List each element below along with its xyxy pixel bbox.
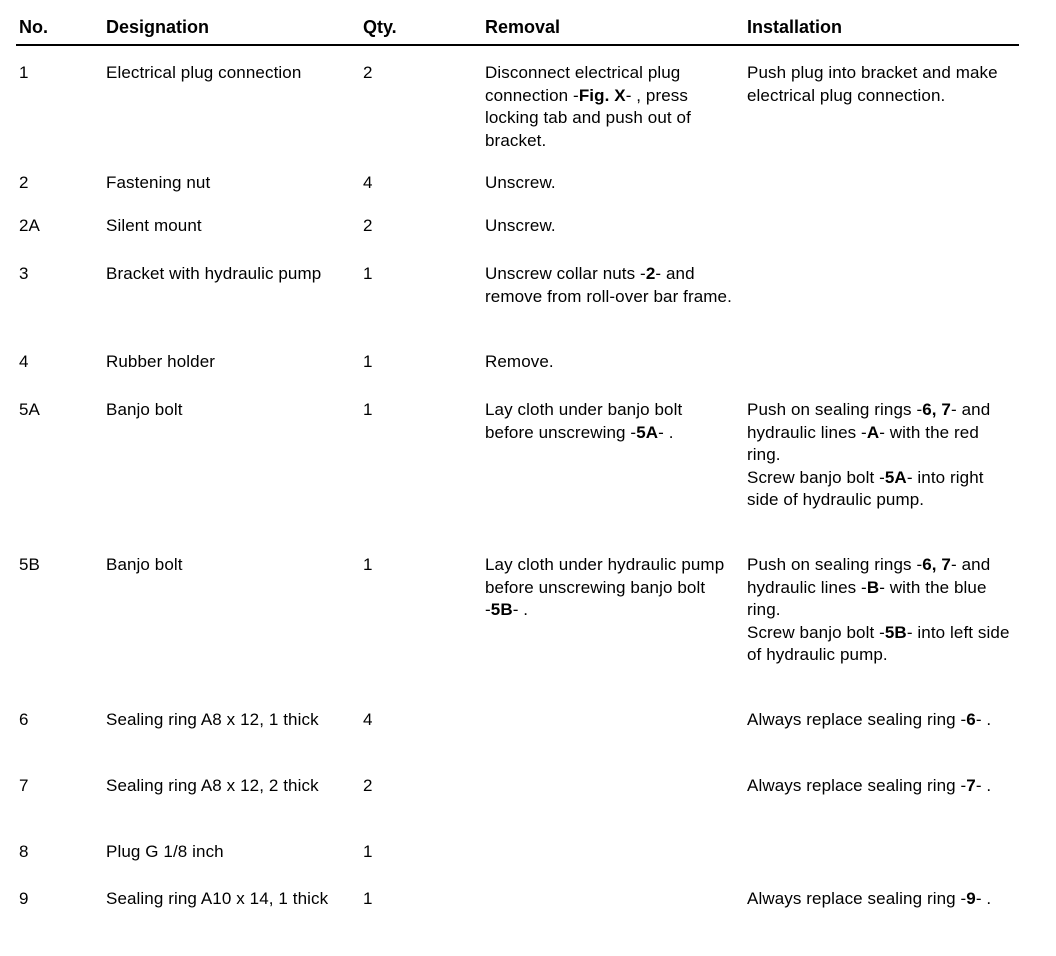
text-run: - .	[658, 422, 674, 442]
text-run: Always replace sealing ring -	[747, 776, 967, 795]
text-run: - .	[975, 776, 992, 795]
reference-callout: 5A	[884, 467, 907, 487]
row-designation: Silent mount	[106, 216, 202, 235]
text-run: - with the blue ring.	[747, 577, 987, 619]
row-designation: Fastening nut	[106, 173, 211, 192]
row-designation: Sealing ring A10 x 14, 1 thick	[106, 889, 329, 908]
row-quantity: 2	[363, 776, 373, 795]
row-designation: Rubber holder	[106, 352, 216, 371]
reference-callout: 5A	[636, 422, 659, 442]
row-number: 7	[19, 776, 29, 795]
text-run: Lay cloth under banjo bolt before unscrewing -	[485, 400, 683, 442]
reference-callout: 7	[966, 776, 976, 795]
text-run: Push on sealing rings -	[747, 400, 923, 419]
row-designation: Bracket with hydraulic pump	[106, 264, 322, 283]
row-installation	[747, 62, 1017, 107]
text-run: Always replace sealing ring -	[747, 889, 967, 908]
row-number: 2	[19, 173, 29, 192]
text-run: Screw banjo bolt -	[747, 467, 885, 487]
row-quantity: 1	[363, 400, 373, 419]
text-run: - into left side of hydraulic pump.	[747, 622, 1010, 664]
row-quantity: 4	[363, 173, 373, 192]
row-number: 5B	[19, 555, 40, 574]
row-quantity: 1	[363, 889, 373, 908]
text-run: - .	[512, 600, 529, 619]
text-run: - with the red ring.	[747, 422, 979, 464]
text-run: Screw banjo bolt -	[747, 622, 885, 642]
text-run: - , press locking tab and push out of bracket.	[485, 85, 691, 150]
text-run: Unscrew.	[485, 173, 556, 192]
text-run: Push on sealing rings -	[747, 555, 923, 574]
reference-callout: 5B	[884, 622, 907, 642]
text-run: Remove.	[485, 352, 554, 371]
row-designation: Banjo bolt	[106, 555, 183, 574]
row-number: 3	[19, 264, 29, 283]
header-designation: Designation	[106, 17, 210, 37]
header-no: No.	[19, 17, 48, 37]
row-number: 4	[19, 352, 29, 371]
row-quantity: 1	[363, 842, 373, 861]
row-number: 9	[19, 889, 29, 908]
text-run: - .	[975, 710, 992, 729]
row-number: 2A	[19, 216, 40, 235]
header-removal: Removal	[485, 17, 561, 37]
row-quantity: 4	[363, 710, 373, 729]
text-run: - .	[975, 889, 992, 908]
text-run: Unscrew.	[485, 216, 556, 235]
reference-callout: 5B	[490, 600, 513, 619]
row-removal	[485, 554, 733, 622]
row-quantity: 2	[363, 63, 373, 82]
text-run: Disconnect electrical plug connection -	[485, 63, 681, 105]
text-run: - and hydraulic lines -	[747, 555, 991, 597]
text-run: - into right side of hydraulic pump.	[747, 467, 984, 509]
row-designation: Electrical plug connection	[106, 63, 302, 82]
text-run: - and remove from roll-over bar frame.	[485, 264, 732, 306]
row-removal	[485, 351, 733, 374]
row-installation	[747, 775, 1017, 798]
text-run: Always replace sealing ring -	[747, 710, 967, 729]
row-number: 1	[19, 63, 29, 82]
row-removal	[485, 215, 733, 238]
row-installation	[747, 399, 1017, 512]
row-number: 6	[19, 710, 29, 729]
text-run: Lay cloth under hydraulic pump before unscrewing banjo bolt -	[485, 555, 725, 619]
reference-callout: 9	[966, 889, 976, 908]
row-designation: Plug G 1/8 inch	[106, 842, 224, 861]
row-installation	[747, 554, 1017, 667]
reference-callout: 6, 7	[922, 555, 951, 574]
row-quantity: 2	[363, 216, 373, 235]
row-number: 5A	[19, 400, 40, 419]
row-designation: Sealing ring A8 x 12, 2 thick	[106, 776, 319, 795]
row-installation	[747, 709, 1017, 732]
reference-callout: A	[866, 422, 880, 442]
row-installation	[747, 888, 1017, 911]
row-number: 8	[19, 842, 29, 861]
row-removal	[485, 172, 733, 195]
row-removal	[485, 263, 733, 308]
row-quantity: 1	[363, 264, 373, 283]
row-designation: Sealing ring A8 x 12, 1 thick	[106, 710, 319, 729]
reference-callout: B	[866, 577, 880, 597]
text-run: - and hydraulic lines -	[747, 400, 991, 442]
row-removal	[485, 62, 733, 152]
header-divider	[16, 44, 1019, 46]
row-quantity: 1	[363, 352, 373, 371]
text-run: Push plug into bracket and make electrical plug connection.	[747, 63, 998, 105]
row-designation: Banjo bolt	[106, 400, 183, 419]
reference-callout: 6, 7	[922, 400, 951, 419]
reference-callout: Fig. X	[578, 85, 626, 105]
header-installation: Installation	[747, 17, 843, 37]
reference-callout: 2	[645, 264, 656, 283]
row-quantity: 1	[363, 555, 373, 574]
reference-callout: 6	[966, 710, 976, 729]
row-removal	[485, 399, 733, 444]
header-qty: Qty.	[363, 17, 397, 37]
text-run: Unscrew collar nuts -	[485, 264, 646, 283]
